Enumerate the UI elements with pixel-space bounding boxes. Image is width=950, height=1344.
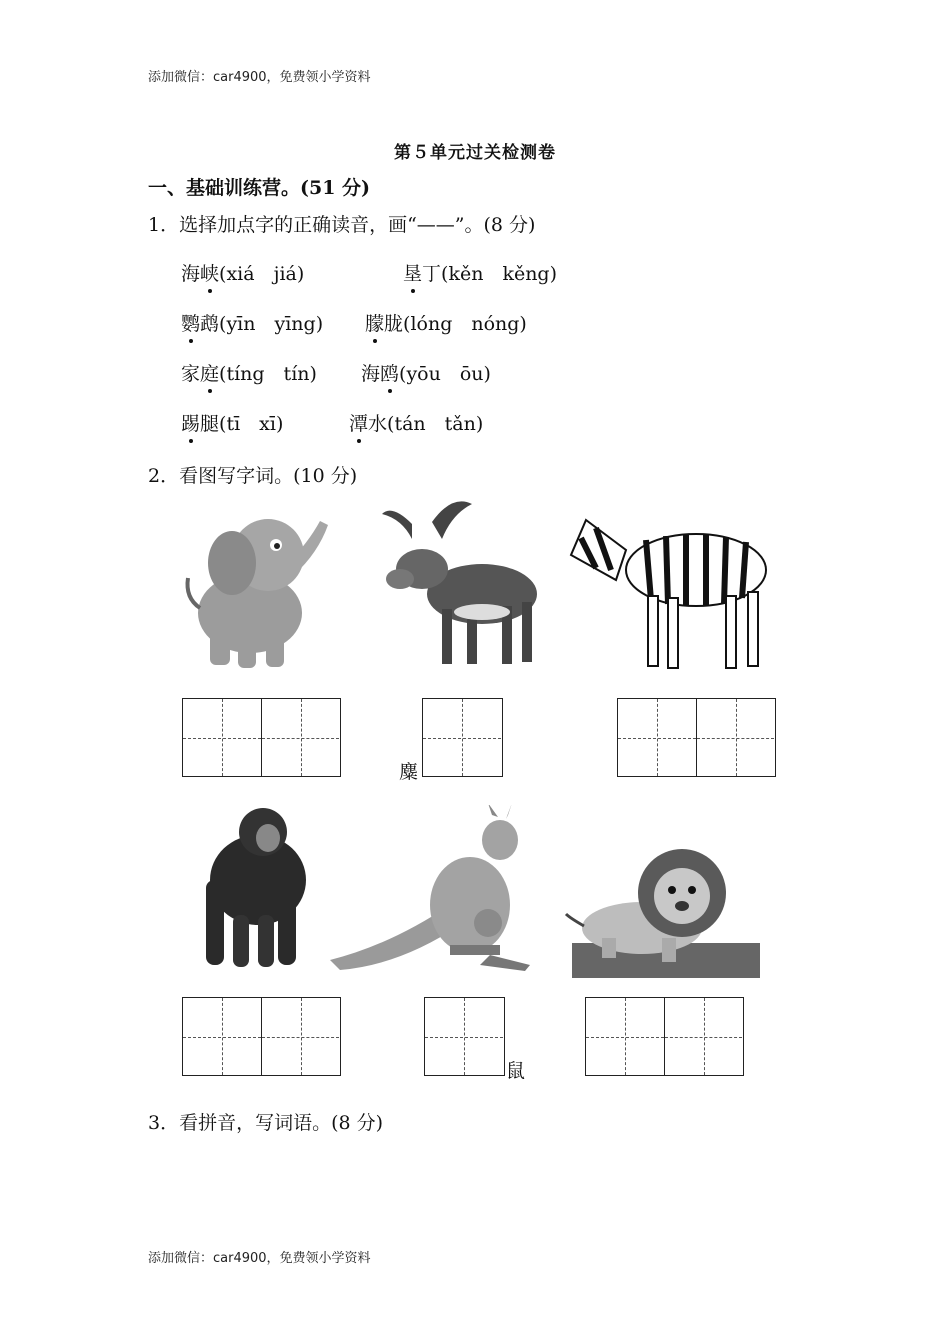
- watermark-bottom: 添加微信：car4900，免费领小学资料: [148, 1251, 371, 1266]
- dotted-char: 鹦: [181, 309, 200, 336]
- pinyin-item[interactable]: 鹦鹉(yīn yīng): [181, 309, 323, 336]
- dotted-char: 朦: [365, 309, 384, 336]
- writing-grid[interactable]: [422, 698, 503, 777]
- dotted-char: 垦: [403, 259, 422, 286]
- watermark-top: 添加微信：car4900，免费领小学资料: [148, 70, 371, 85]
- question-1-prompt: 1．选择加点字的正确读音，画“——”。(8 分): [148, 214, 536, 236]
- dotted-char: 踢: [181, 409, 200, 436]
- lion-icon: [562, 838, 760, 978]
- writing-grid[interactable]: [424, 997, 505, 1076]
- page-title: 第５单元过关检测卷: [394, 143, 556, 163]
- section-heading: 一、基础训练营。(51 分): [148, 177, 371, 199]
- pinyin-item[interactable]: 海鸥(yōu ōu): [361, 359, 491, 386]
- pinyin-item[interactable]: 潭水(tán tǎn): [349, 409, 483, 436]
- dotted-char: 庭: [200, 359, 219, 386]
- writing-grid[interactable]: [182, 698, 341, 777]
- question-2-prompt: 2．看图写字词。(10 分): [148, 465, 358, 487]
- pinyin-item[interactable]: 踢腿(tī xī): [181, 409, 283, 436]
- pinyin-item[interactable]: 家庭(tíng tín): [181, 359, 317, 386]
- elephant-icon: [180, 503, 332, 678]
- question-3-prompt: 3．看拼音，写词语。(8 分): [148, 1112, 384, 1134]
- kangaroo-icon: [330, 805, 538, 975]
- writing-grid[interactable]: [585, 997, 744, 1076]
- hint-character: 鼠: [506, 1060, 526, 1082]
- dotted-char: 峡: [200, 259, 219, 286]
- writing-grid[interactable]: [617, 698, 776, 777]
- hint-character: 麋: [399, 761, 419, 783]
- dotted-char: 潭: [349, 409, 368, 436]
- moose-icon: [372, 494, 552, 679]
- writing-grid[interactable]: [182, 997, 341, 1076]
- zebra-icon: [556, 500, 782, 680]
- dotted-char: 鸥: [380, 359, 399, 386]
- chimpanzee-icon: [188, 800, 314, 972]
- pinyin-item[interactable]: 海峡(xiá jiá): [181, 259, 304, 286]
- pinyin-item[interactable]: 朦胧(lóng nóng): [365, 309, 527, 336]
- pinyin-item[interactable]: 垦丁(kěn kěng): [403, 259, 557, 286]
